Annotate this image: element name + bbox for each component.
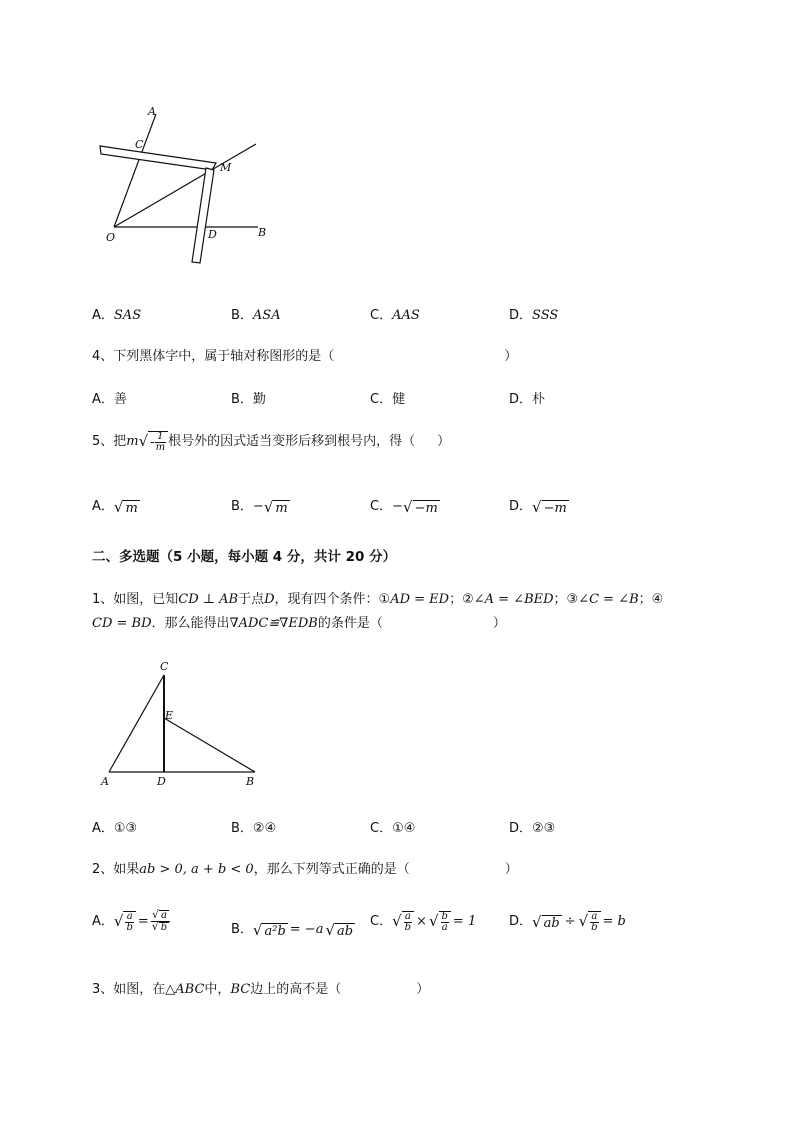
mq2-option-a[interactable]: A．√ $\frac{a}{b}$ = $\frac{√ a}{√ b}$ (92, 910, 170, 933)
label-b: B (246, 775, 255, 788)
q3-option-b[interactable]: B．ASA (231, 308, 281, 323)
label-a: A (148, 105, 156, 118)
ruler-horizontal (100, 146, 216, 170)
mq1-option-d[interactable]: D．②③ (509, 821, 556, 836)
q3-option-d[interactable]: D．SSS (509, 308, 559, 323)
q4-stem: 4、下列黑体字中，属于轴对称图形的是（ ） (92, 349, 518, 364)
ruler-vertical (192, 168, 214, 263)
label-d: D (208, 228, 217, 241)
mq1-option-c[interactable]: C．①④ (370, 821, 416, 836)
q4-option-a[interactable]: A．善 (92, 392, 127, 407)
label-o: O (106, 231, 116, 244)
label-b: B (258, 226, 267, 239)
mq3-stem: 3、如图，在△ABC中，BC边上的高不是（ ） (92, 982, 430, 997)
mq2-option-d[interactable]: D．√ ab ÷ √ $\frac{a}{b}$ = b (509, 910, 626, 933)
section-heading-multi-choice: 二、多选题（5 小题，每小题 4 分，共计 20 分） (92, 549, 397, 565)
mq1-stem-line1: 1、如图，已知CD ⊥ AB于点D，现有四个条件：①AD = ED；②∠A = ∠BED；③∠C = ∠B；④ (92, 592, 664, 607)
mq2-option-b[interactable]: B．√ a²b = −a √ ab (231, 920, 354, 939)
label-m: M (220, 161, 232, 174)
figure-triangles-adc-edb (95, 655, 265, 790)
ray-oa (114, 114, 156, 227)
q3-option-c[interactable]: C．AAS (370, 308, 420, 323)
figure-angle-bisector-tool (90, 100, 280, 270)
q4-option-d[interactable]: D．朴 (509, 392, 546, 407)
q4-option-c[interactable]: C．健 (370, 392, 406, 407)
q5-option-a[interactable]: A．√ m (92, 497, 138, 516)
q5-option-d[interactable]: D．√ −m (509, 497, 567, 516)
segment-ac (109, 675, 164, 772)
mq2-stem: 2、如果ab > 0, a + b < 0，那么下列等式正确的是（ ） (92, 862, 518, 877)
label-a: A (101, 775, 109, 788)
mq1-stem-line2: CD = BD．那么能得出∇ADC≌∇EDB的条件是（ ） (92, 616, 506, 631)
q5-option-b[interactable]: B．−√ m (231, 497, 288, 516)
q3-option-a[interactable]: A．SAS (92, 308, 142, 323)
q5-option-c[interactable]: C．−√ −m (370, 497, 438, 516)
mq1-option-a[interactable]: A．①③ (92, 821, 138, 836)
mq1-option-b[interactable]: B．②④ (231, 821, 277, 836)
label-c: C (135, 138, 144, 151)
label-c: C (160, 660, 169, 673)
mq2-option-c[interactable]: C．√ $\frac{a}{b}$ × √ $\frac{b}{a}$ = 1 (370, 910, 477, 933)
label-d: D (157, 775, 166, 788)
q5-radical: √ - $\frac{1}{m}$ (139, 431, 168, 453)
q4-option-b[interactable]: B．勤 (231, 392, 266, 407)
q5-stem: 5、把m√ - $\frac{1}{m}$ 根号外的因式适当变形后移到根号内，得（ ） (92, 430, 451, 453)
label-e: E (165, 709, 174, 722)
segment-eb (164, 718, 255, 772)
